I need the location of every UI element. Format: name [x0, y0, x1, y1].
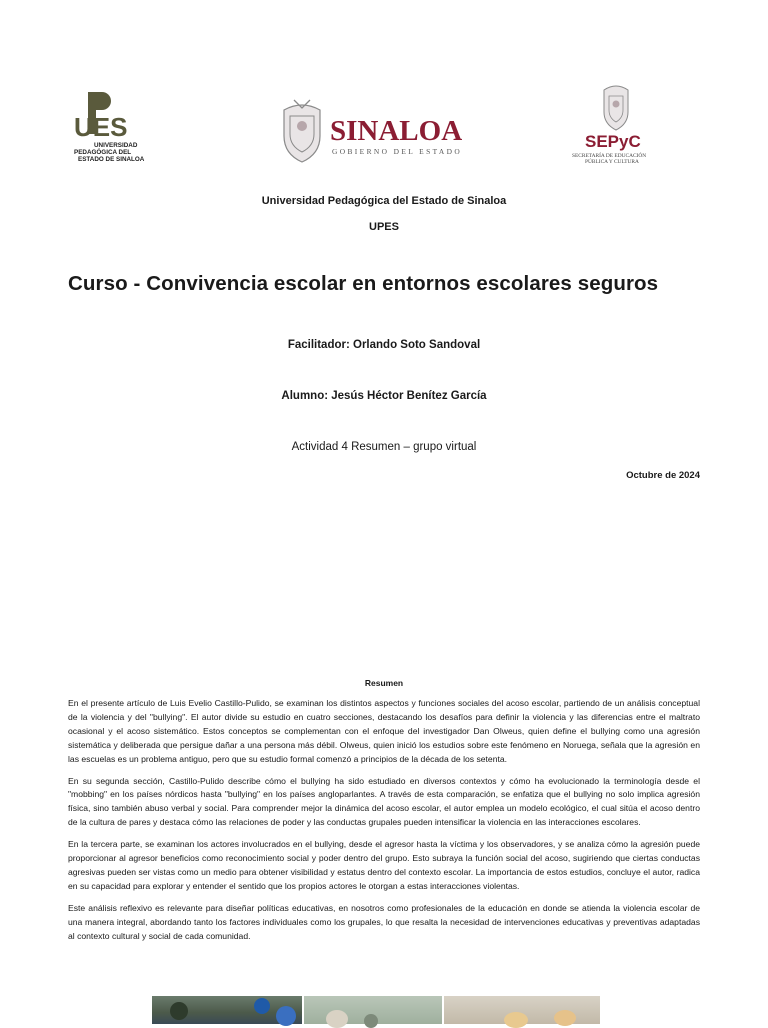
university-name: Universidad Pedagógica del Estado de Sinaloa	[261, 195, 507, 207]
upes-line2: PEDAGÓGICA DEL	[74, 149, 132, 156]
summary-body	[68, 697, 700, 952]
classroom-photo	[152, 996, 302, 1024]
activity-line: Actividad 4 Resumen – grupo virtual	[291, 441, 477, 453]
classroom-photo	[304, 996, 442, 1024]
sinaloa-logo	[280, 96, 485, 166]
sepyc-seal-icon	[604, 86, 628, 130]
sinaloa-name: SINALOA	[330, 115, 463, 147]
sinaloa-seal-icon	[284, 100, 320, 162]
upes-initials: UES	[74, 112, 128, 142]
upes-logo	[72, 92, 154, 166]
facilitator-line: Facilitador: Orlando Soto Sandoval	[287, 339, 481, 351]
date-line: Octubre de 2024	[626, 470, 700, 481]
sepyc-line2: PÚBLICA Y CULTURA	[585, 159, 639, 165]
summary-heading: Resumen	[364, 678, 404, 688]
university-abbreviation: UPES	[369, 221, 399, 233]
classroom-photo	[444, 996, 600, 1024]
sepyc-name: SEPyC	[585, 132, 641, 151]
photo-strip	[152, 996, 600, 1024]
sinaloa-subtitle: GOBIERNO DEL ESTADO	[332, 147, 463, 156]
sepyc-line1: SECRETARÍA DE EDUCACIÓN	[572, 153, 647, 159]
summary-paragraph: En la tercera parte, se examinan los actores involucrados en el bullying, desde el agresor hasta la víctima y los observadores, y se analiza cómo la agresión puede proporcionar al agresor beneficios como reconocimiento social y poder dentro del grupo. Esto subraya la función social del acoso, sugiriendo que ciertas conductas agresivas pueden ser vistas como un medio para obtener visibilidad y estatus dentro del contexto escolar. La importancia de estos estudios, concluye el autor, radica en su capacidad para explorar y entender el sentido que los propios actores le otorgan a estas interacciones violentas.	[68, 839, 700, 891]
upes-line3: ESTADO DE SINALOA	[78, 156, 145, 163]
student-line: Alumno: Jesús Héctor Benítez García	[281, 390, 487, 402]
summary-paragraph: En el presente artículo de Luis Evelio Castillo-Pulido, se examinan los distintos aspectos y funciones sociales del acoso escolar, partiendo de un análisis conceptual de la violencia y del "bullying". El autor divide su estudio en cuatro secciones, destacando los desafíos para definir la violencia y las diferencias entre el maltrato ocasional y el acoso sistemático. Estos conceptos se complementan con el enfoque del investigador Dan Olweus, quien define el bullying como una agresión sistemática y deliberada que persigue dañar a una persona más débil. Olweus, quien inició los estudios sobre este fenómeno en Noruega, señala que la agresión en las escuelas es un problema antiguo, pero que su estudio formal comenzó a principios de la década de los setenta.	[68, 698, 700, 764]
upes-line1: UNIVERSIDAD	[94, 142, 138, 149]
course-title: Curso - Convivencia escolar en entornos escolares seguros	[68, 272, 659, 295]
summary-paragraph: Este análisis reflexivo es relevante para diseñar políticas educativas, en nosotros como profesionales de la educación en donde se atienda la violencia escolar de una manera integral, abordando tanto los factores individuales como los grupales, lo que resalta la necesidad de intervenciones educativas y preventivas adaptadas al contexto cultural y social de cada comunidad.	[68, 902, 700, 941]
sepyc-logo	[568, 82, 664, 168]
summary-paragraph: En su segunda sección, Castillo-Pulido describe cómo el bullying ha sido estudiado en diversos contextos y cómo ha evolucionado la terminología desde el "mobbing" en los países nórdicos hasta "bullying" en los países angloparlantes. A través de esta comparación, se enfatiza que el bullying no solo implica agresión física, sino también abuso verbal y social. Para comprender mejor la dinámica del acoso escolar, el autor emplea un modelo ecológico, el cual sitúa el acoso dentro de la cultura de pares y destaca cómo las relaciones de poder y las conductas grupales pueden intensificar la violencia en las interacciones escolares.	[68, 775, 700, 828]
